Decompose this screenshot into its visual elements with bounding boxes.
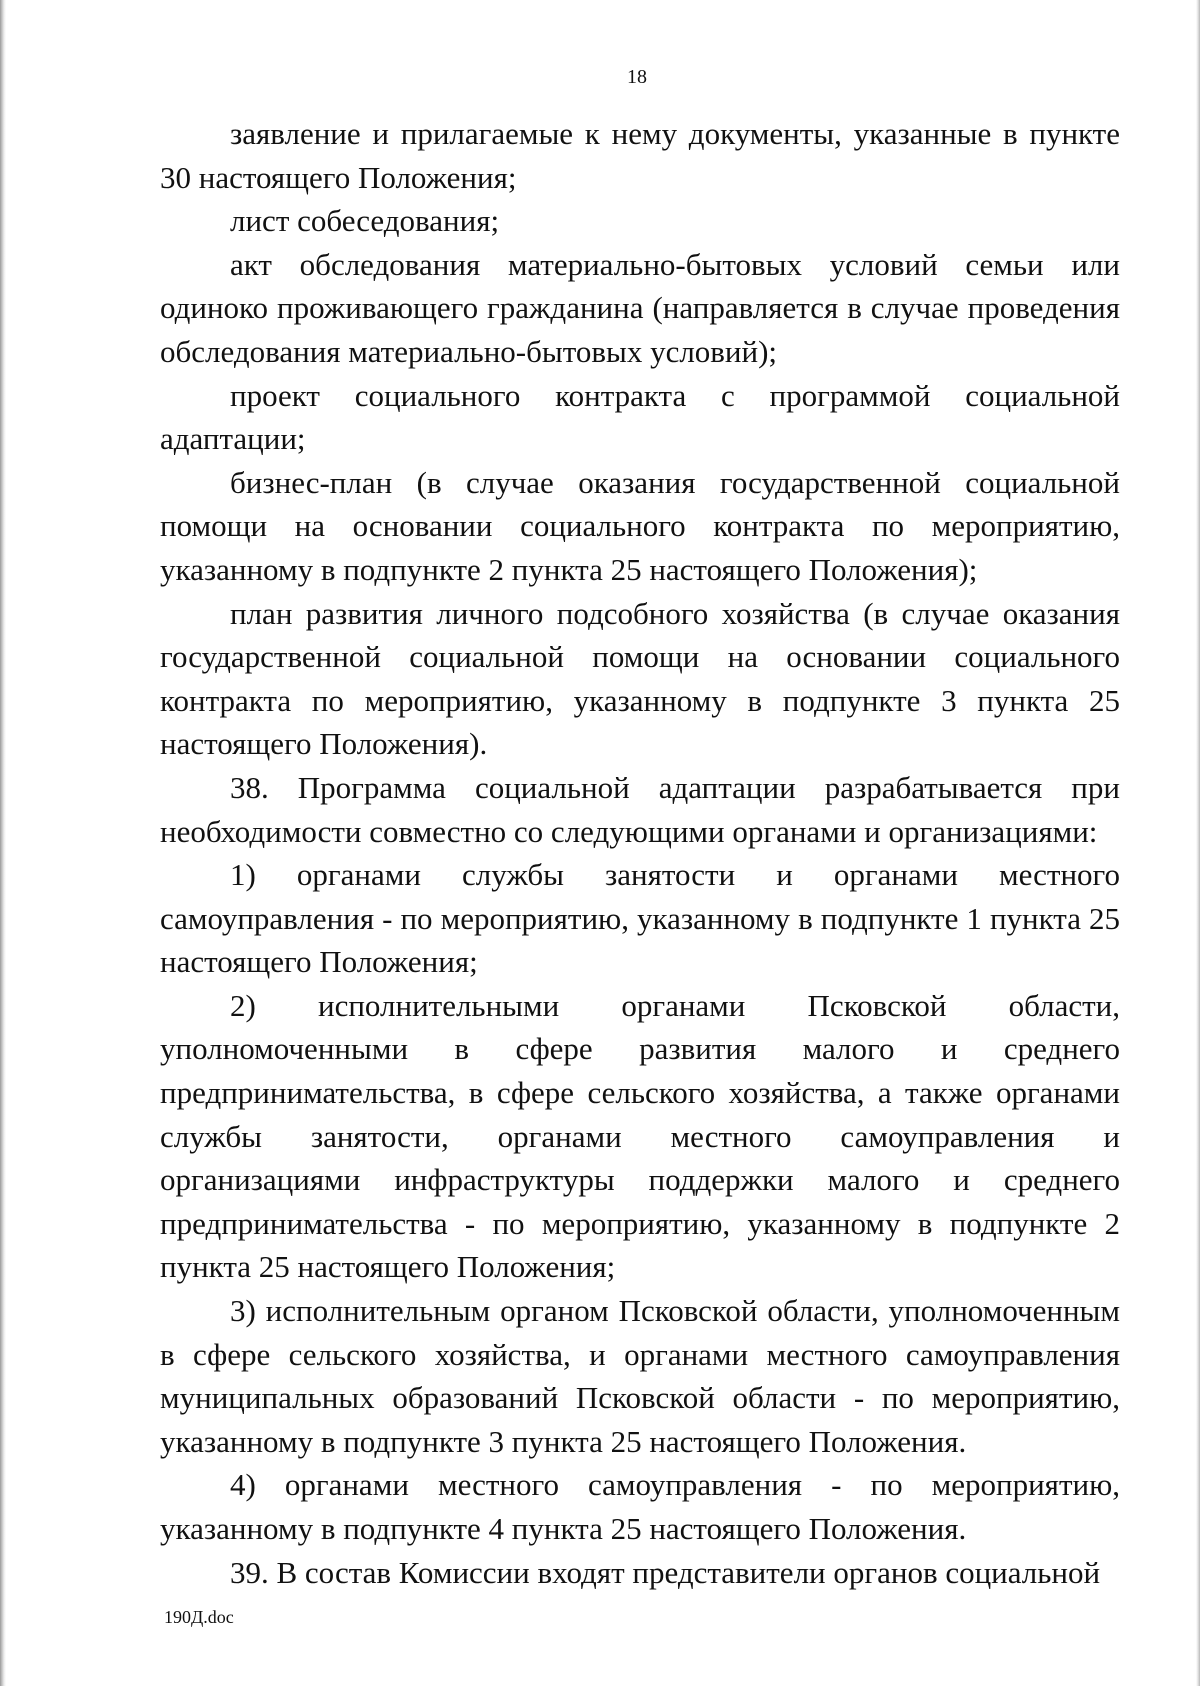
paragraph: акт обследования материально-бытовых условий семьи или одиноко проживающего гражданина (направляется в случае проведения обследования материально-бытовых условий); <box>160 246 1120 369</box>
page-number: 18 <box>627 66 647 88</box>
paragraph: 2) исполнительными органами Псковской области, уполномоченными в сфере развития малого и среднего предпринимательства, в сфере сельского хозяйства, а также органами службы занятости, органами местного самоуправления и организациями инфраструктуры поддержки малого и среднего предпринимательства - по мероприятию, указанному в подпункте 2 пункта 25 настоящего Положения; <box>160 987 1120 1285</box>
body-text <box>160 112 1120 1594</box>
scan-edge-left <box>0 0 6 1686</box>
paragraph: 39. В состав Комиссии входят представители органов социальной <box>230 1554 1101 1590</box>
paragraph: заявление и прилагаемые к нему документы, указанные в пункте 30 настоящего Положения; <box>160 116 1120 195</box>
paragraph: 1) органами службы занятости и органами местного самоуправления - по мероприятию, указанному в подпункте 1 пункта 25 настоящего Положения; <box>160 857 1120 980</box>
paragraph: 4) органами местного самоуправления - по мероприятию, указанному в подпункте 4 пункта 25 настоящего Положения. <box>160 1467 1120 1546</box>
paragraph: план развития личного подсобного хозяйства (в случае оказания государственной социальной помощи на основании социального контракта по мероприятию, указанному в подпункте 3 пункта 25 настоящего Положения). <box>160 595 1120 762</box>
paragraph: проект социального контракта с программой социальной адаптации; <box>160 377 1120 457</box>
scan-edge-right <box>1196 0 1200 1686</box>
paragraph: бизнес-план (в случае оказания государственной социальной помощи на основании социального контракта по мероприятию, указанному в подпункте 2 пункта 25 настоящего Положения); <box>160 464 1120 587</box>
footer-filename: 190Д.doc <box>164 1607 234 1627</box>
paragraph: 3) исполнительным органом Псковской области, уполномоченным в сфере сельского хозяйства, и органами местного самоуправления муниципальных образований Псковской области - по мероприятию, указанному в подпункте 3 пункта 25 настоящего Положения. <box>160 1293 1120 1459</box>
paragraph: 38. Программа социальной адаптации разрабатывается при необходимости совместно со следующими органами и организациями: <box>160 769 1120 849</box>
paragraph: лист собеседования; <box>230 203 500 239</box>
